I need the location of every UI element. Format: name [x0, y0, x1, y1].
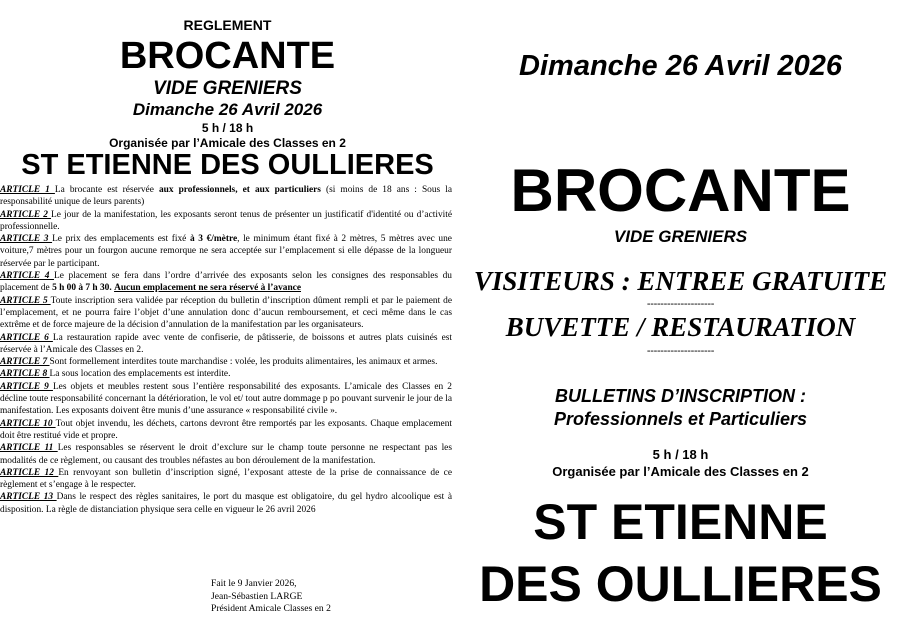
poster-page — [462, 0, 899, 636]
buvette-restauration: BUVETTE / RESTAURATION — [505, 312, 856, 342]
poster-organiser: Organisée par l’Amicale des Classes en 2 — [552, 464, 809, 479]
article-label: ARTICLE 8 — [0, 369, 50, 380]
article-11 — [0, 442, 452, 467]
article-text: , le minimum étant fixé à 2 mètres, 5 mètres avec une voiture,7 mètres pour un fourgon aucune remorque ne sera acceptée sur l’emplacement si elle dépasse de la longueur réservée par le participant. — [0, 234, 452, 269]
article-1 — [0, 184, 452, 209]
poster-date: Dimanche 26 Avril 2026 — [519, 50, 842, 82]
poster-hours: 5 h / 18 h — [652, 447, 709, 462]
article-13 — [0, 491, 452, 516]
brocante-title: BROCANTE — [119, 35, 336, 77]
article-5 — [0, 295, 452, 332]
article-text: aux professionnels, et aux particuliers — [158, 185, 321, 195]
article-label: ARTICLE 5 — [0, 295, 51, 306]
article-label: ARTICLE 6 — [0, 332, 53, 343]
article-text: Toute inscription sera validée par réception du bulletin d’inscription dûment rempli et par le paiement de l’emplacement, et ne pourra faire l’objet d’une annulation donc d’aucun remboursement, et ceci même dans le cas extrême et de force majeure de la décision d’annulation de la manifestation par les organisateurs. — [0, 295, 452, 331]
article-label: ARTICLE 4 — [0, 271, 54, 282]
article-10 — [0, 418, 452, 443]
article-label: ARTICLE 13 — [0, 492, 57, 503]
article-label: ARTICLE 10 — [0, 418, 56, 429]
event-hours: 5 h / 18 h — [201, 121, 254, 135]
article-text: Le jour de la manifestation, les exposants seront tenus de présenter un justificatif d'identité ou d’activité professionnelle. — [0, 209, 452, 232]
article-text: Les objets et meubles restent sous l’entière responsabilité des exposants. L’amicale des Classes en 2 décline toute responsabilité concernant la détérioration, le vol et/ tout autre dommage p po pouvant survenir le jour de la manifestation. Les exposants doivent être munis d’une assurance « responsabilité civile ». — [0, 381, 452, 417]
signature-block — [211, 578, 331, 616]
article-text: Tout objet invendu, les déchets, cartons devront être remportés par les exposants. Chaque emplacement doit être restitué vide et propre. — [0, 418, 452, 441]
article-text: 5 h 00 à 7 h 30. — [52, 283, 112, 294]
poster-town-line-1: ST ETIENNE — [533, 494, 828, 550]
pro-and-individuals: Professionnels et Particuliers — [553, 409, 808, 429]
event-date: Dimanche 26 Avril 2026 — [132, 100, 323, 119]
article-label: ARTICLE 3 — [0, 234, 53, 245]
article-label: ARTICLE 2 — [0, 209, 52, 220]
article-text: à 3 €/mètre — [189, 234, 238, 245]
article-text: Le placement se fera dans l’ordre d’arrivée des exposants selon les consignes des responsables du placement de — [0, 271, 452, 294]
organiser-line: Organisée par l’Amicale des Classes en 2 — [109, 136, 346, 150]
article-4 — [0, 270, 452, 295]
article-text: Dans le respect des règles sanitaires, le port du masque est obligatoire, du gel hydro alcoolique est à disposition. La règle de distanciation physique sera celle en vigueur le 26 avril 2026 — [0, 492, 452, 515]
article-text: La restauration rapide avec vente de confiserie, de pâtisserie, de boissons et autres plats cuisinés est réservée à l’Amicale des Classes en 2. — [0, 332, 452, 355]
article-7 — [0, 356, 452, 368]
separator-1: -------------------- — [646, 298, 715, 310]
article-9 — [0, 381, 452, 418]
article-text: Les responsables se réservent le droit d’exclure sur le champ toute personne ne respectant pas les modalités de ce règlement, ou causant des troubles néfastes au bon déroulement de la manifestation. — [0, 443, 452, 466]
article-3 — [0, 233, 452, 270]
article-text: La brocante est réservée — [54, 185, 159, 195]
article-8 — [0, 368, 452, 380]
poster-vide-greniers: VIDE GRENIERS — [613, 227, 748, 246]
signature-title: Président Amicale Classes en 2 — [211, 603, 331, 614]
signature-date: Fait le 9 Janvier 2026, — [211, 578, 297, 589]
visitors-free-entry: VISITEURS : ENTREE GRATUITE — [473, 266, 888, 296]
poster-brocante-title: BROCANTE — [510, 157, 851, 224]
article-2 — [0, 209, 452, 234]
article-label: ARTICLE 7 — [0, 357, 50, 368]
article-text: (si moins de 18 ans : Sous la responsabilité unique de leurs parents) — [0, 185, 452, 208]
vide-greniers-subtitle: VIDE GRENIERS — [153, 78, 302, 99]
article-label: ARTICLE 12 — [0, 467, 59, 478]
town-name: ST ETIENNE DES OULLIERES — [21, 149, 434, 181]
article-6 — [0, 332, 452, 357]
article-text: Le prix des emplacements est fixé — [52, 234, 190, 245]
separator-2: -------------------- — [646, 345, 715, 357]
bulletins-inscription: BULLETINS D’INSCRIPTION : — [555, 386, 806, 406]
reglement-heading: REGLEMENT — [183, 17, 272, 33]
article-label: ARTICLE 1 — [0, 185, 55, 195]
article-text: Aucun emplacement ne sera réservé à l’avance — [114, 283, 301, 294]
article-label: ARTICLE 9 — [0, 381, 53, 392]
poster-town-line-2: DES OULLIERES — [479, 556, 882, 612]
article-text: La sous location des emplacements est interdite. — [49, 369, 231, 380]
articles-list — [0, 184, 452, 516]
article-label: ARTICLE 11 — [0, 443, 58, 454]
article-text: Sont formellement interdites toute marchandise : volée, les produits alimentaires, les animaux et armes. — [49, 357, 438, 368]
article-12 — [0, 467, 452, 492]
article-text: En renvoyant son bulletin d’inscription signé, l’exposant atteste de la prise de connaissance de ce règlement et s’engage à le respecter. — [0, 467, 452, 491]
signature-name: Jean-Sébastien LARGE — [211, 590, 303, 602]
